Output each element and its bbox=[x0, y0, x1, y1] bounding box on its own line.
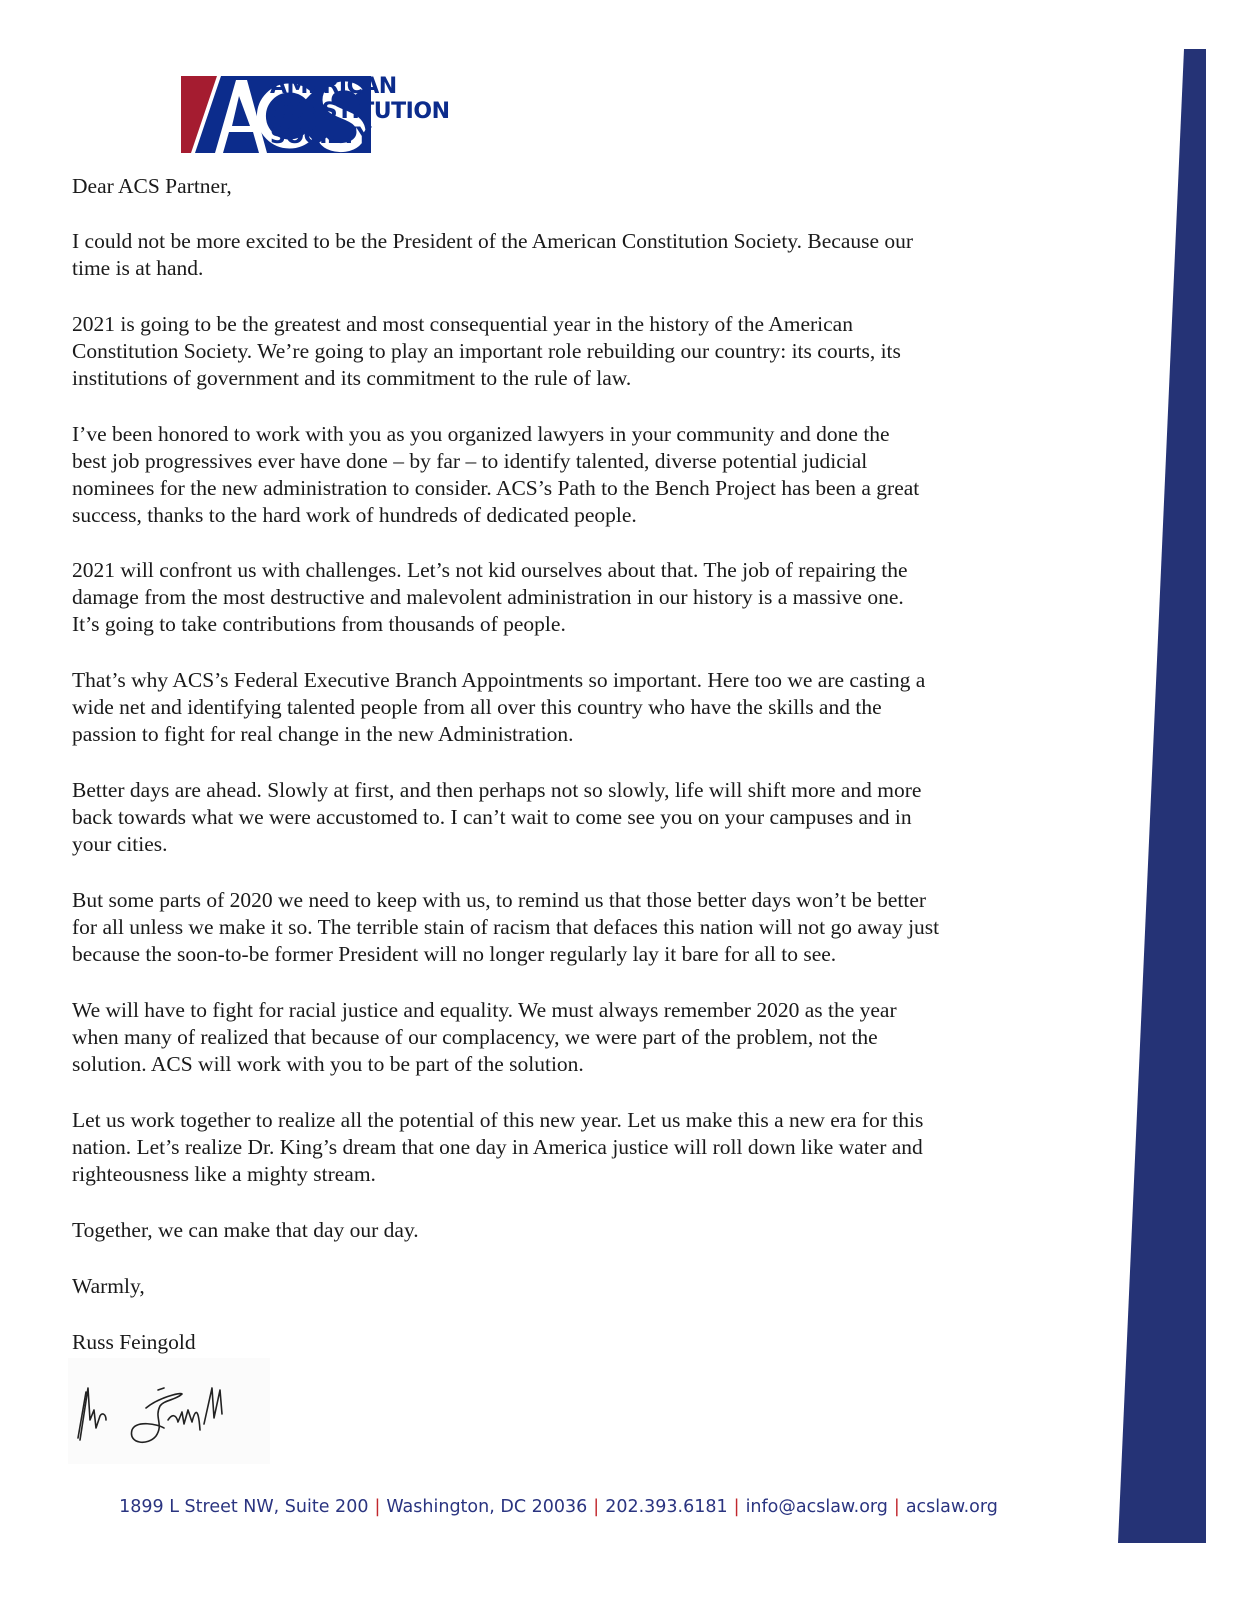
footer-separator: | bbox=[733, 1497, 740, 1517]
para-5-line-3: passion to fight for real change in the new Administration. bbox=[72, 722, 574, 746]
para-9-line-3: righteousness like a mighty stream. bbox=[72, 1162, 376, 1186]
closing: Warmly, bbox=[72, 1274, 145, 1298]
footer-address: 1899 L Street NW, Suite 200 bbox=[119, 1497, 369, 1517]
para-7-line-2: for all unless we make it so. The terrible stain of racism that defaces this nation will not go away just bbox=[72, 915, 940, 939]
footer-city: Washington, DC 20036 bbox=[386, 1497, 588, 1517]
salutation: Dear ACS Partner, bbox=[72, 174, 232, 198]
logo-line-3: SOCIETY bbox=[270, 124, 372, 149]
para-4-line-3: It’s going to take contributions from thousands of people. bbox=[72, 612, 566, 636]
para-6-line-1: Better days are ahead. Slowly at first, and then perhaps not so slowly, life will shift more and more bbox=[72, 778, 922, 802]
footer-separator: | bbox=[593, 1497, 600, 1517]
para-7-line-3: because the soon-to-be former President will no longer regularly lay it bare for all to see. bbox=[72, 942, 837, 966]
para-2-line-2: Constitution Society. We’re going to play an important role rebuilding our country: its courts, its bbox=[72, 339, 901, 363]
signer-name: Russ Feingold bbox=[72, 1330, 196, 1354]
para-1-line-1: I could not be more excited to be the President of the American Constitution Society. Because our bbox=[72, 229, 914, 253]
para-10-line-1: Together, we can make that day our day. bbox=[72, 1218, 419, 1242]
para-6-line-2: back towards what we were accustomed to. I can’t wait to come see you on your campuses and in bbox=[72, 805, 912, 829]
para-2-line-3: institutions of government and its commitment to the rule of law. bbox=[72, 366, 632, 390]
footer-separator: | bbox=[374, 1497, 381, 1517]
signature-image bbox=[68, 1358, 270, 1464]
footer-website[interactable]: acslaw.org bbox=[905, 1497, 998, 1517]
footer-phone: 202.393.6181 bbox=[605, 1497, 728, 1517]
para-3-line-2: best job progressives ever have done – by far – to identify talented, diverse potential judicial bbox=[72, 449, 868, 473]
footer-separator: | bbox=[893, 1497, 900, 1517]
para-8-line-2: when many of realized that because of our complacency, we were part of the problem, not the bbox=[72, 1025, 878, 1049]
para-3-line-3: nominees for the new administration to consider. ACS’s Path to the Bench Project has been a great bbox=[72, 476, 920, 500]
footer-email[interactable]: info@acslaw.org bbox=[745, 1497, 888, 1517]
para-7-line-1: But some parts of 2020 we need to keep with us, to remind us that those better days won’t be better bbox=[72, 888, 927, 912]
para-9-line-2: nation. Let’s realize Dr. King’s dream that one day in America justice will roll down like water and bbox=[72, 1135, 923, 1159]
para-8-line-1: We will have to fight for racial justice and equality. We must always remember 2020 as the year bbox=[72, 998, 897, 1022]
para-1-line-2: time is at hand. bbox=[72, 256, 204, 280]
footer-contact bbox=[0, 1497, 1237, 1517]
logo-wordmark bbox=[270, 74, 449, 149]
para-6-line-3: your cities. bbox=[72, 832, 168, 856]
para-3-line-4: success, thanks to the hard work of hundreds of dedicated people. bbox=[72, 503, 637, 527]
para-4-line-2: damage from the most destructive and malevolent administration in our history is a massive one. bbox=[72, 585, 904, 609]
para-5-line-1: That’s why ACS’s Federal Executive Branch Appointments so important. Here too we are casting a bbox=[72, 668, 926, 692]
para-5-line-2: wide net and identifying talented people from all over this country who have the skills and the bbox=[72, 695, 882, 719]
logo-line-2: CONSTITUTION bbox=[270, 99, 450, 124]
para-4-line-1: 2021 will confront us with challenges. Let’s not kid ourselves about that. The job of repairing the bbox=[72, 558, 908, 582]
para-8-line-3: solution. ACS will work with you to be part of the solution. bbox=[72, 1052, 584, 1076]
signature-icon bbox=[68, 1358, 270, 1464]
para-2-line-1: 2021 is going to be the greatest and most consequential year in the history of the American bbox=[72, 312, 853, 336]
para-3-line-1: I’ve been honored to work with you as you organized lawyers in your community and done the bbox=[72, 422, 890, 446]
para-9-line-1: Let us work together to realize all the potential of this new year. Let us make this a new era for this bbox=[72, 1108, 924, 1132]
logo-line-1: AMERICAN bbox=[270, 74, 397, 99]
